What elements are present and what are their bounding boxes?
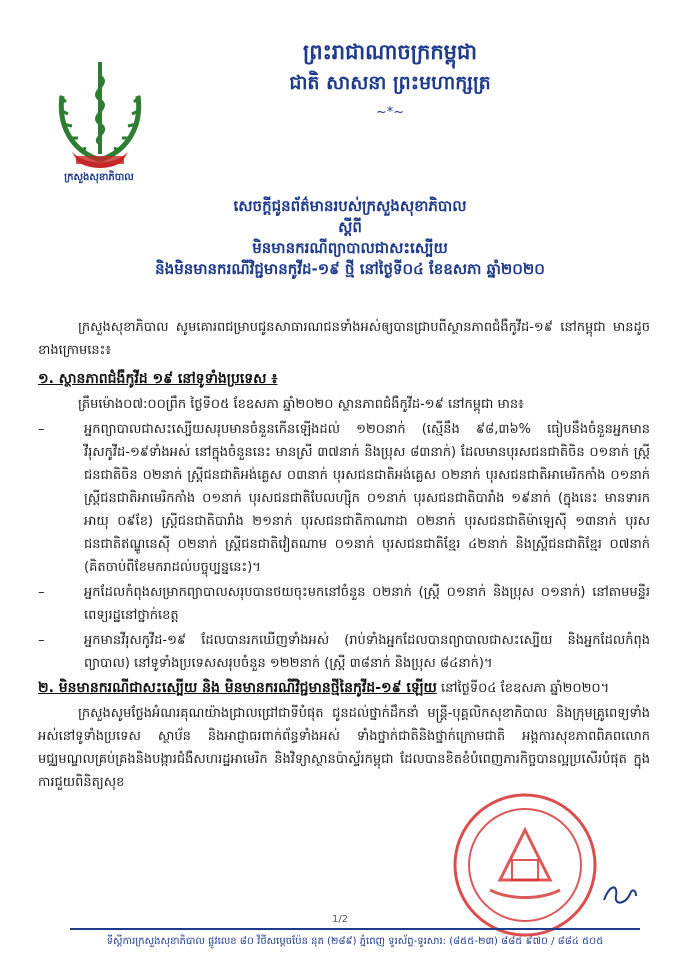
section-2-heading — [38, 677, 650, 700]
section-2-title: ២. មិនមានករណីជាសះស្បើយ និង មិនមានករណីវិជ្ជមានថ្មីនៃកូវីដ-១៩ ឡើយ — [38, 680, 437, 696]
bullet-dash: – — [38, 422, 45, 437]
bullet-text: អ្នកមានវីរុសកូវីដ-១៩ ដែលបានរកឃើញទាំងអស់ (រាប់ទាំងអ្នកដែលបានព្យាបាលជាសះស្បើយ និងអ្នកដែលកំពុងព្យាបាល) នៅទូទាំងប្រទេសសរុបចំនួន ១២២នាក់ (ស្ត្រី ៣៨នាក់ និងប្រុស ៨៤នាក់)។ — [84, 633, 650, 671]
official-stamp-icon — [450, 790, 600, 940]
list-item — [38, 629, 650, 675]
heading-line: សេចក្តីជូនព័ត៌មានរបស់ក្រសួងសុខាភិបាល — [233, 197, 467, 215]
section-1-title: ១. ស្ថានភាពជំងឺកូវីដ ១៩ នៅទូទាំងប្រទេស ៖ — [38, 371, 278, 387]
list-item — [38, 581, 650, 627]
bullet-dash: – — [38, 633, 45, 648]
intro-paragraph: ក្រសួងសុខាភិបាល សូមគោរពជម្រាបជូនសាធារណជនទាំងអស់ឲ្យបានជ្រាបពីស្ថានភាពជំងឺកូវីដ-១៩ នៅកម្ពុជា មានដូចខាងក្រោមនេះ៖ — [38, 320, 650, 358]
document-body — [38, 316, 650, 796]
ministry-emblem-icon — [52, 56, 148, 174]
bullet-text: អ្នកព្យាបាលជាសះស្បើយសរុបមានចំនួនកើនឡើងដល់ ១២០នាក់ (ស្មើនឹង ៩៨,៣៦% ធៀបនឹងចំនួនអ្នកមានវីរុសកូវីដ-១៩ទាំងអស់ នៅក្នុងចំនួននេះ មានស្រី ៣៧នាក់ និងប្រុស ៨៣នាក់) ដែលមានបុរសជនជាតិចិន ០១នាក់ ស្ត្រីជនជាតិចិន ០២នាក់ ស្ត្រីជនជាតិអង់គ្លេស ០៣នាក់ បុរសជនជាតិអង់គ្លេស ០២នាក់ បុរសជនជាតិអាមេរិកកាំង ០១នាក់ ស្ត្រីជនជាតិអាមេរិកកាំង ០១នាក់ បុរសជនជាតិបែលហ្ស៊ិក ០១នាក់ បុរសជនជាតិបារាំង ១៩នាក់ (ក្នុងនេះ មានទារកអាយុ ០៩ខែ) ស្ត្រីជនជាតិបារាំង ២១នាក់ បុរសជនជាតិកាណាដា ០២នាក់ បុរសជនជាតិម៉ាឡេស៊ី ១៣នាក់ បុរសជនជាតិឥណ្ឌូនេស៊ី ០២នាក់ ស្ត្រីជនជាតិវៀតណាម ០១នាក់ បុរសជនជាតិខ្មែរ ៤២នាក់ និងស្ត្រីជនជាតិខ្មែរ ០៧នាក់ (គិតចាប់ពីខែមករាដល់បច្ចុប្បន្ននេះ)។ — [84, 422, 650, 575]
page-number: 1/2 — [331, 914, 349, 925]
closing-paragraph: ក្រសួងសូមថ្លែងអំណរគុណយ៉ាងជ្រាលជ្រៅជាទីបំផុត ជូនដល់ថ្នាក់ដឹកនាំ មន្ត្រី-បុគ្គលិកសុខាភិបាល និងក្រុមគ្រូពេទ្យទាំងអស់នៅទូទាំងប្រទេស ស្ថាប័ន និងអាជ្ញាធរពាក់ព័ន្ធទាំងអស់ ទាំងថ្នាក់ជាតិនិងថ្នាក់ក្រោមជាតិ អង្គការសុខភាពពិភពលោក មជ្ឈមណ្ឌលគ្រប់គ្រងនិងបង្ការជំងឺសហរដ្ឋអាមេរិក និងវិទ្យាស្ថានប៉ាស្ទ័រកម្ពុជា ដែលបានខិតខំបំពេញភារកិច្ចបានល្អប្រសើរបំផុត ក្នុងការជួយពិនិត្យសុខ — [38, 706, 650, 790]
footer-address: ទីស្តីការក្រសួងសុខាភិបាល ផ្លូវលេខ ៨០ វិថីសម្តេចប៉ែន នុត (២៨៩) ភ្នំពេញ ទូរស័ព្ទ-ទូរសារ: (៨៥៥-២៣) ៨៨៥ ៩៧០ / ៨៨៤ ៥០៥ — [106, 936, 604, 947]
heading-line: ស្តីពី — [338, 218, 362, 236]
section-2-date: នៅថ្ងៃទី០៤ ខែឧសភា ឆ្នាំ២០២០។ — [440, 681, 610, 696]
footer-divider — [70, 928, 640, 930]
kingdom-title: ព្រះរាជាណាចក្រកម្ពុជា — [302, 40, 477, 64]
bullet-dash: – — [38, 585, 45, 600]
document-heading — [60, 196, 640, 280]
heading-line: មិនមានករណីព្យាបាលជាសះស្បើយ — [252, 239, 448, 257]
bullet-text: អ្នកដែលកំពុងសម្រាកព្យាបាលសរុបបានថយចុះមកនៅចំនួន ០២នាក់ (ស្ត្រី ០១នាក់ និងប្រុស ០១នាក់) នៅតាមមន្ទីរពេទ្យរដ្ឋនៅថ្នាក់ខេត្ត — [84, 585, 650, 623]
heading-line: និងមិនមានករណីវិជ្ជមានកូវីដ-១៩ ថ្មី នៅថ្ងៃទី០៤ ខែឧសភា ឆ្នាំ២០២០ — [155, 260, 545, 278]
decorative-ornament: ~*~ — [375, 105, 405, 120]
section-1-lead: ត្រឹមម៉ោង០៧:០០ព្រឹក ថ្ងៃទី០៥ ខែឧសភា ឆ្នាំ២០២០ ស្ថានភាពជំងឺកូវីដ-១៩ នៅកម្ពុជា មាន៖ — [78, 397, 524, 412]
national-motto: ជាតិ សាសនា ព្រះមហាក្សត្រ — [289, 72, 491, 94]
list-item — [38, 418, 650, 579]
ministry-label: ក្រសួងសុខាភិបាល — [64, 172, 134, 183]
signature-icon — [600, 880, 640, 910]
